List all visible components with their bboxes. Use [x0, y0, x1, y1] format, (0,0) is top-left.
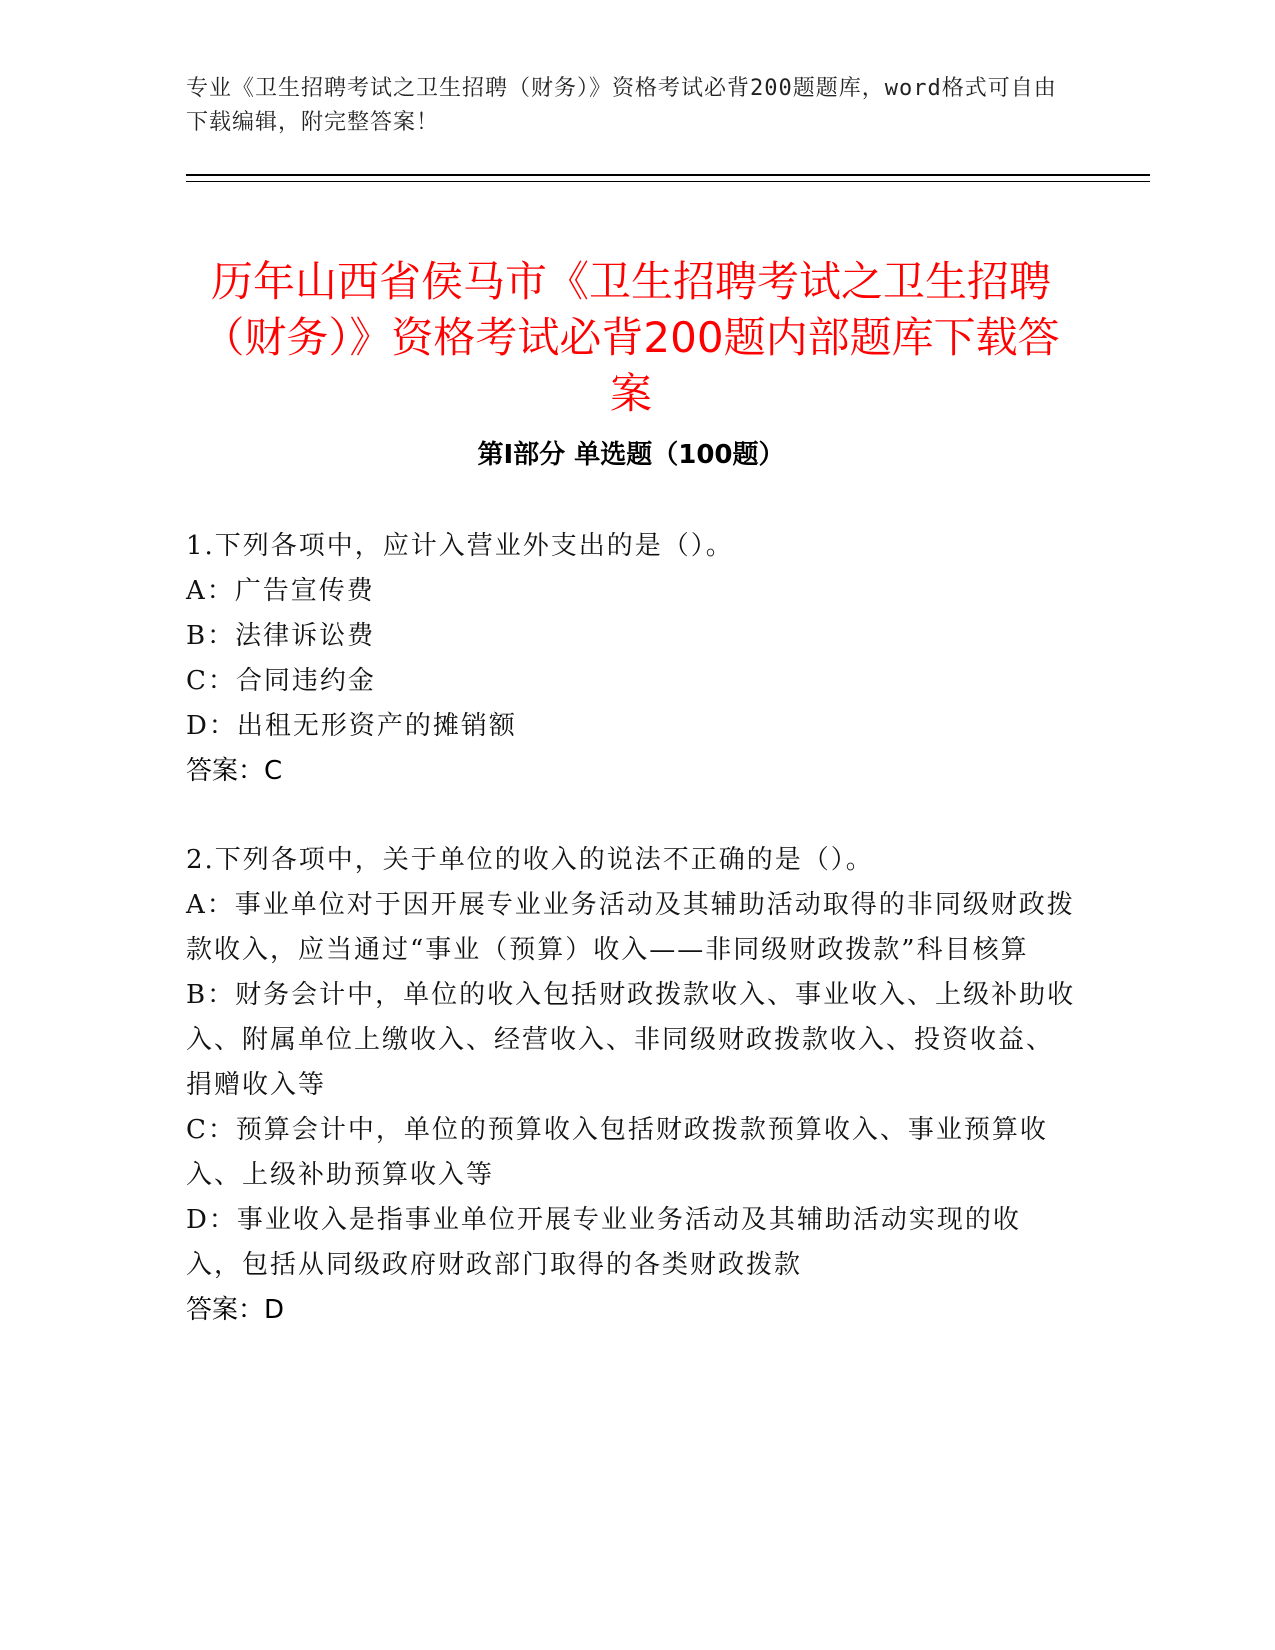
header-note: 专业《卫生招聘考试之卫生招聘（财务）》资格考试必背200题题库，word格式可自由下载编辑，附完整答案！	[186, 76, 1057, 135]
question-stem: 1.下列各项中，应计入营业外支出的是（）。	[186, 531, 734, 561]
section-title: 第Ⅰ部分 单选题（100题）	[477, 440, 785, 470]
option-b: B：财务会计中，单位的收入包括财政拨款收入、事业收入、上级补助收入、附属单位上缴收入、经营收入、非同级财政拨款收入、投资收益、捐赠收入等	[186, 980, 1076, 1100]
option-d: D：出租无形资产的摊销额	[186, 711, 517, 741]
question-list	[186, 524, 1076, 1377]
option-d: D：事业收入是指事业单位开展专业业务活动及其辅助活动实现的收入，包括从同级政府财政部门取得的各类财政拨款	[186, 1205, 1021, 1280]
question-1	[186, 524, 1076, 794]
answer-label: 答案：C	[186, 756, 283, 786]
option-a: A：事业单位对于因开展专业业务活动及其辅助活动取得的非同级财政拨款收入，应当通过“事业（预算）收入——非同级财政拨款”科目核算	[186, 890, 1075, 965]
option-a: A：广告宣传费	[186, 576, 375, 606]
header-rule-thick	[186, 174, 1150, 176]
question-stem: 2.下列各项中，关于单位的收入的说法不正确的是（）。	[186, 845, 874, 875]
question-2	[186, 838, 1076, 1333]
header-rule-thin	[186, 181, 1150, 182]
option-c: C：预算会计中，单位的预算收入包括财政拨款预算收入、事业预算收入、上级补助预算收入等	[186, 1115, 1048, 1190]
option-c: C：合同违约金	[186, 666, 376, 696]
document-title: 历年山西省侯马市《卫生招聘考试之卫生招聘（财务）》资格考试必背200题内部题库下载答案	[202, 257, 1060, 419]
option-b: B：法律诉讼费	[186, 621, 376, 651]
answer-label: 答案：D	[186, 1295, 285, 1325]
